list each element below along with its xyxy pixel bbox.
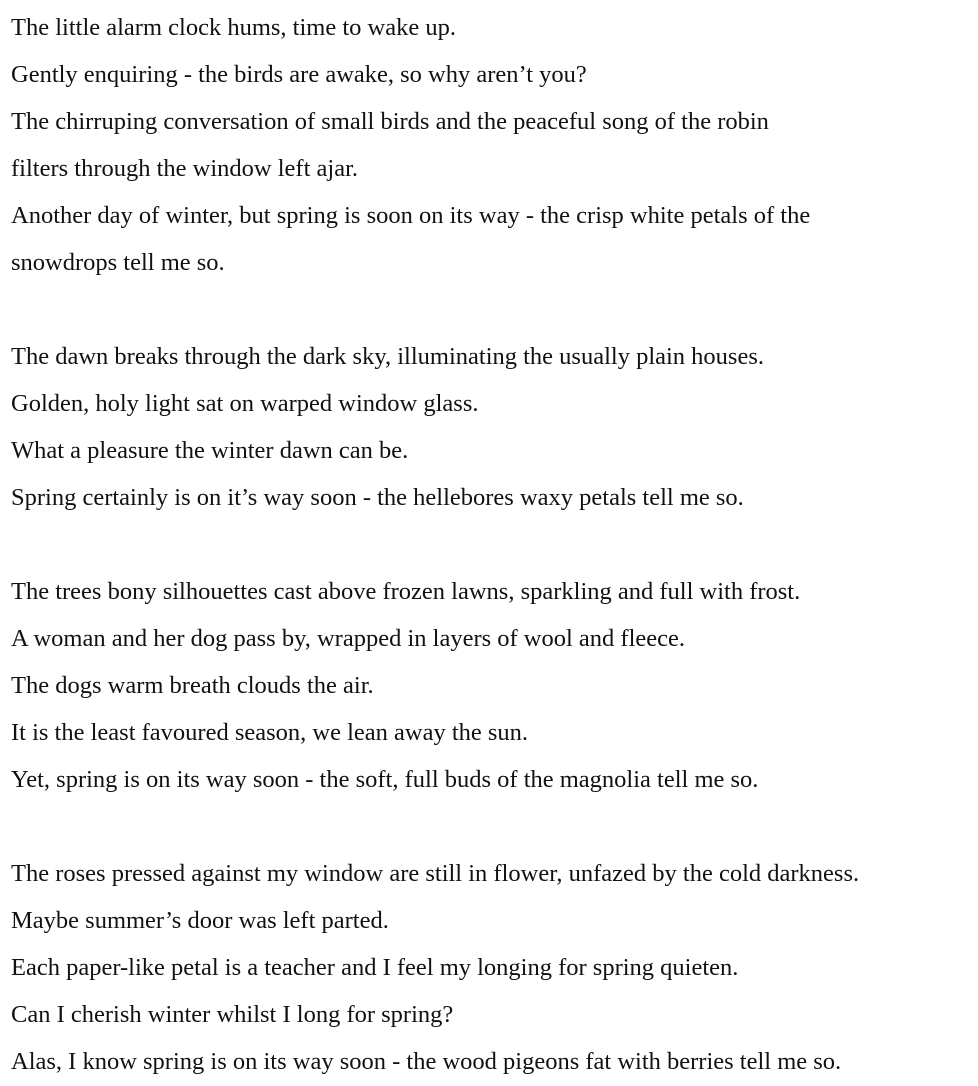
- stanza-3: [11, 568, 973, 803]
- poem-line: The little alarm clock hums, time to wake up.: [11, 14, 456, 41]
- poem-line: The chirruping conversation of small birds and the peaceful song of the robin: [11, 108, 769, 135]
- poem-line: Each paper-like petal is a teacher and I feel my longing for spring quieten.: [11, 954, 739, 981]
- poem-line: Spring certainly is on it’s way soon - the hellebores waxy petals tell me so.: [11, 484, 744, 511]
- poem-line: What a pleasure the winter dawn can be.: [11, 437, 409, 464]
- poem-line: The roses pressed against my window are still in flower, unfazed by the cold darkness.: [11, 860, 860, 887]
- poem-line: A woman and her dog pass by, wrapped in layers of wool and fleece.: [11, 625, 686, 652]
- poem-line: Golden, holy light sat on warped window glass.: [11, 390, 479, 417]
- poem-line: Alas, I know spring is on its way soon - the wood pigeons fat with berries tell me so.: [11, 1048, 842, 1075]
- stanza-4: [11, 850, 973, 1085]
- poem-line: Gently enquiring - the birds are awake, so why aren’t you?: [11, 61, 587, 88]
- poem-line: The dawn breaks through the dark sky, illuminating the usually plain houses.: [11, 343, 765, 370]
- poem-body: [11, 4, 973, 1085]
- poem-line: Another day of winter, but spring is soon on its way - the crisp white petals of the: [11, 202, 811, 229]
- poem-line: Yet, spring is on its way soon - the soft, full buds of the magnolia tell me so.: [11, 766, 759, 793]
- poem-line: filters through the window left ajar.: [11, 155, 358, 182]
- poem-line: The trees bony silhouettes cast above frozen lawns, sparkling and full with frost.: [11, 578, 801, 605]
- poem-line: snowdrops tell me so.: [11, 249, 225, 276]
- poem-line: Can I cherish winter whilst I long for spring?: [11, 1001, 454, 1028]
- poem-line: It is the least favoured season, we lean away the sun.: [11, 719, 529, 746]
- stanza-2: [11, 333, 973, 521]
- stanza-1: [11, 4, 973, 286]
- poem-line: The dogs warm breath clouds the air.: [11, 672, 374, 699]
- poem-line: Maybe summer’s door was left parted.: [11, 907, 389, 934]
